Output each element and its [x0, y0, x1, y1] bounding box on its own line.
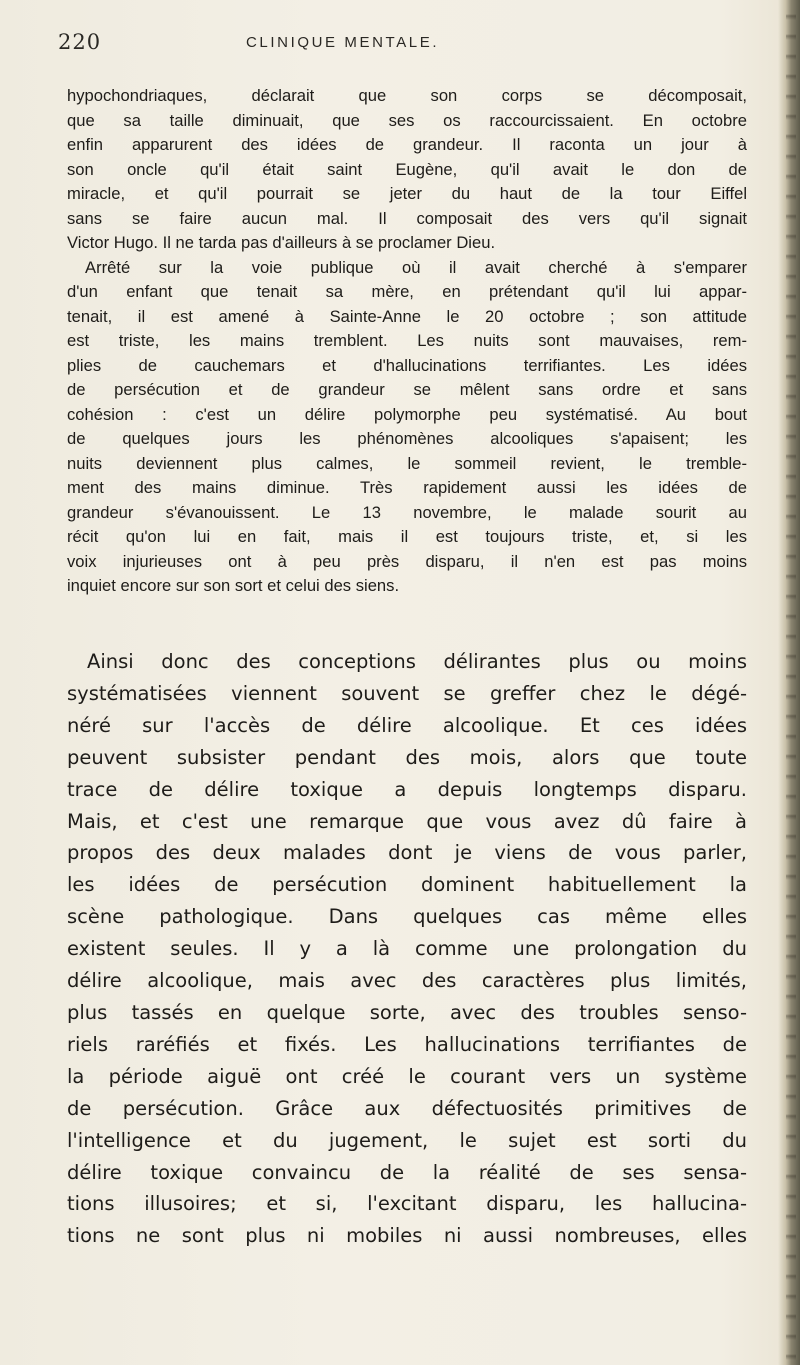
text-line: Mais, et c'est une remarque que vous avez dû faire à: [67, 809, 747, 833]
text-line: miracle, et qu'il pourrait se jeter du haut de la tour Eiffel: [67, 184, 747, 203]
text-line: tions illusoires; et si, l'excitant disparu, les hallucina-: [67, 1192, 747, 1216]
text-line: tions ne sont plus ni mobiles ni aussi nombreuses, elles: [67, 1224, 747, 1248]
text-line: nuits deviennent plus calmes, le sommeil revient, le tremble-: [67, 453, 747, 473]
text-line: scène pathologique. Dans quelques cas même elles: [67, 905, 747, 929]
text-line: Victor Hugo. Il ne tarda pas d'ailleurs à se proclamer Dieu.: [67, 233, 496, 252]
text-line: cohésion : c'est un délire polymorphe peu systématisé. Au bout: [67, 404, 747, 424]
paragraph-discussion: [67, 646, 747, 1252]
text-line: plies de cauchemars et d'hallucinations terrifiantes. Les idées: [67, 355, 747, 375]
text-line: ment des mains diminue. Très rapidement aussi les idées de: [67, 478, 747, 497]
body-text-block: [67, 646, 747, 1252]
text-line: systématisées viennent souvent se greffer chez le dégé-: [67, 681, 747, 705]
text-line: néré sur l'accès de délire alcoolique. Et ces idées: [67, 713, 747, 737]
text-line: plus tassés en quelque sorte, avec des troubles senso-: [67, 1000, 747, 1024]
page-number: 220: [58, 30, 102, 54]
text-line: la période aiguë ont créé le courant vers un système: [67, 1064, 747, 1088]
text-line: existent seules. Il y a là comme une prolongation du: [67, 937, 747, 961]
text-line: est triste, les mains tremblent. Les nuits sont mauvaises, rem-: [67, 331, 747, 350]
paragraph-arrest: [67, 256, 747, 599]
text-line: enfin apparurent des idées de grandeur. Il raconta un jour à: [67, 135, 747, 154]
page-edge-texture: [786, 0, 796, 1365]
text-line: propos des deux malades dont je viens de vous parler,: [67, 841, 747, 865]
paragraph-case-history: [67, 84, 747, 256]
text-line: de quelques jours les phénomènes alcooliques s'apaisent; les: [67, 429, 747, 448]
running-head: [58, 30, 758, 60]
text-line: délire alcoolique, mais avec des caractères plus limités,: [67, 969, 747, 993]
text-line: sans se faire aucun mal. Il composait des vers qu'il signait: [67, 208, 747, 228]
text-line: riels raréfiés et fixés. Les hallucinations terrifiantes de: [67, 1032, 747, 1056]
text-line: grandeur s'évanouissent. Le 13 novembre, le malade sourit au: [67, 502, 747, 522]
text-line: récit qu'on lui en fait, mais il est toujours triste, et, si les: [67, 527, 747, 546]
text-line: peuvent subsister pendant des mois, alors que toute: [67, 745, 747, 769]
text-line: Ainsi donc des conceptions délirantes plus ou moins: [87, 650, 747, 673]
text-line: voix injurieuses ont à peu près disparu, il n'en est pas moins: [67, 551, 747, 571]
small-print-block: [67, 84, 747, 599]
running-title: CLINIQUE MENTALE.: [246, 34, 440, 51]
text-line: Arrêté sur la voie publique où il avait cherché à s'emparer: [85, 257, 747, 277]
text-line: délire toxique convaincu de la réalité de ses sensa-: [67, 1160, 747, 1184]
text-line: hypochondriaques, déclarait que son corps se décomposait,: [67, 86, 747, 105]
text-line: tenait, il est amené à Sainte-Anne le 20 octobre ; son attitude: [67, 306, 747, 326]
text-line: d'un enfant que tenait sa mère, en prétendant qu'il lui appar-: [67, 282, 747, 301]
text-line: inquiet encore sur son sort et celui des siens.: [67, 576, 400, 595]
text-line: trace de délire toxique a depuis longtemps disparu.: [67, 777, 747, 801]
text-line: que sa taille diminuait, que ses os raccourcissaient. En octobre: [67, 110, 747, 130]
text-line: les idées de persécution dominent habituellement la: [67, 873, 747, 897]
text-line: de persécution et de grandeur se mêlent sans ordre et sans: [67, 380, 747, 399]
text-line: l'intelligence et du jugement, le sujet est sorti du: [67, 1128, 747, 1152]
text-line: son oncle qu'il était saint Eugène, qu'il avait le don de: [67, 159, 747, 179]
text-line: de persécution. Grâce aux défectuosités primitives de: [67, 1096, 747, 1120]
